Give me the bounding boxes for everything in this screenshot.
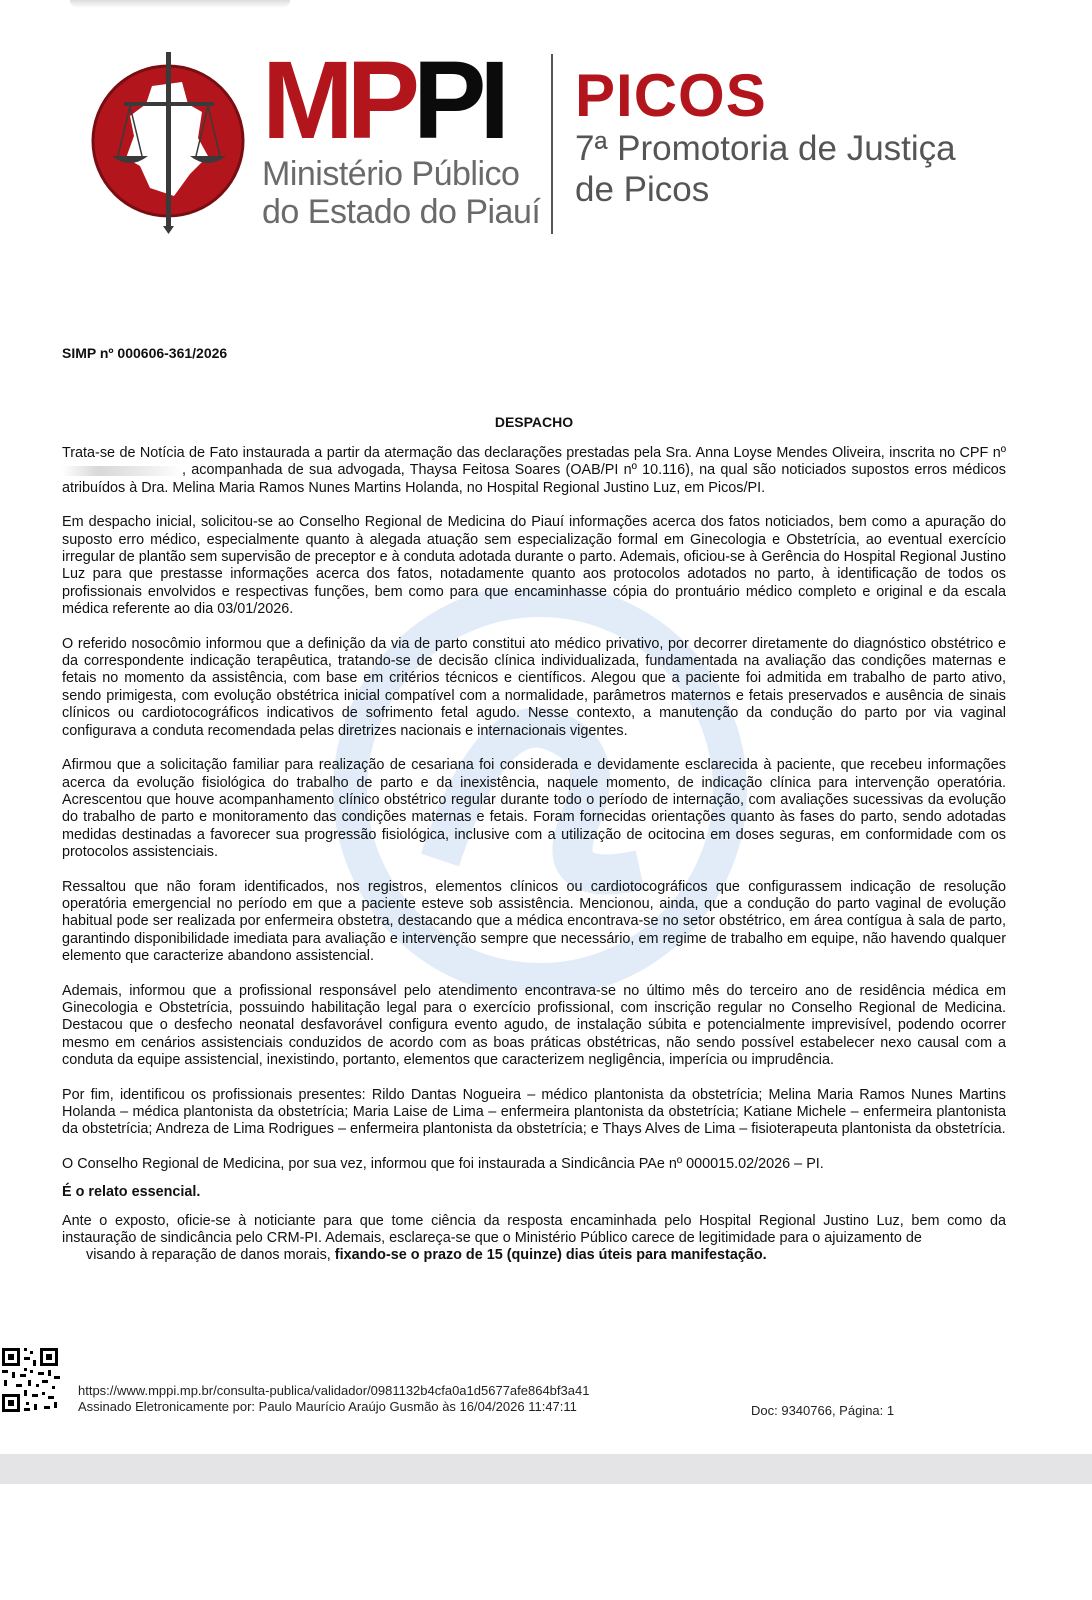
deadline-text: fixando-se o prazo de 15 (quinze) dias úteis para manifestação. [334, 1247, 767, 1264]
simp-number: SIMP nº 000606-361/2026 [62, 345, 228, 361]
essential-report: É o relato essencial. [62, 1184, 201, 1201]
org-name [262, 155, 540, 231]
paragraph-1 [62, 445, 1006, 497]
paragraph-10-line3-plain: visando à reparação de danos morais, [86, 1247, 335, 1264]
paragraph-5: Ressaltou que não foram identificados, nos registros, elementos clínicos ou cardiotocográficos que configurassem indicação de resolução operatória emergencial no período em que a paciente esteve sob assistência. Mencionou, ainda, que a condução do parto vaginal de evolução habitual pode ser realizada por enfermeira obstetra, destacando que a médica encontrava-se no setor obstétrico, em área contígua à sala de parto, garantindo disponibilidade imediata para avaliação e intervenção sempre que necessário, em regime de trabalho em equipe, não havendo qualquer elemento que caracterize abandono assistencial. [62, 878, 1006, 965]
electronic-signature: Assinado Eletronicamente por: Paulo Maurício Araújo Gusmão às 16/04/2026 11:47:11 [78, 1399, 577, 1414]
page-fold-shadow [70, 0, 290, 8]
org-name-line1: Ministério Público [262, 155, 520, 193]
paragraph-7: Por fim, identificou os profissionais presentes: Rildo Dantas Nogueira – médico plantonista da obstetrícia; Melina Maria Ramos Nunes Martins Holanda – médica plantonista da obstetrícia; Maria Laise de Lima – enfermeira plantonista da obstetrícia; Katiane Michele – enfermeira plantonista da obstetrícia; Andreza de Lima Rodrigues – enfermeira plantonista da obstetrícia; e Thays Alves de Lima – fisioterapeuta plantonista da obstetrícia. [62, 1086, 1006, 1138]
paragraph-8: O Conselho Regional de Medicina, por sua vez, informou que foi instaurada a Sindicância PAe nº 000015.02/2026 – PI. [62, 1155, 824, 1172]
qr-code-icon [0, 1344, 62, 1416]
paragraph-1-part2: , acompanhada de sua advogada, Thaysa Feitosa Soares (OAB/PI nº 10.116), na qual são noticiados supostos erros médicos atribuídos à Dra. Melina Maria Ramos Nunes Martins Holanda, no Hospital Regional Justino Luz, em Picos/PI. [62, 462, 1006, 496]
paragraph-9 [62, 1184, 1006, 1201]
paragraph-6: Ademais, informou que a profissional responsável pelo atendimento encontrava-se no último mês do terceiro ano de residência médica em Ginecologia e Obstetrícia, possuindo habilitação legal para o exercício profissional, com inscrição regular no Conselho Regional de Medicina. Destacou que o desfecho neonatal desfavorável configura evento agudo, de instalação súbita e potencialmente imprevisível, podendo ocorrer mesmo em cenários assistenciais conduzidos de acordo com as boas práticas obstétricas, não sendo possível estabelecer nexo causal com a conduta da equipe assistencial, inexistindo, portanto, elementos que caracterizem negligência, imperícia ou imprudência. [62, 982, 1006, 1069]
paragraph-3: O referido nosocômio informou que a definição da via de parto constitui ato médico privativo, por decorrer diretamente do diagnóstico obstétrico e da correspondente indicação terapêutica, tratando-se de decisão clínica individualizada, fundamentada na avaliação das condições maternas e fetais no momento da assistência, com base em critérios técnicos e científicos. Alegou que a paciente foi admitida em trabalho de parto ativo, sendo primigesta, com evolução obstétrica inicial compatível com a normalidade, parâmetros maternos e fetais preservados e ausência de sinais clínicos ou cardiotocográficos indicativos de sofrimento fetal agudo. Nesse contexto, a manutenção da condução do parto por via vaginal configurava a conduta recomendada pelas diretrizes nacionais e internacionais vigentes. [62, 635, 1006, 739]
paragraph-1-part1: Trata-se de Notícia de Fato instaurada a partir da atermação das declarações prestadas pela Sra. Anna Loyse Mendes Oliveira, inscrita no CPF nº [62, 445, 1006, 461]
city-name: PICOS [575, 62, 767, 129]
redacted-cpf [62, 466, 182, 476]
header-divider [551, 54, 553, 234]
document-title: DESPACHO [494, 414, 574, 430]
logo-pi: PI [413, 39, 503, 162]
promotoria-line2: de Picos [575, 170, 710, 209]
paragraph-10-line1: Ante o exposto, oficie-se à noticiante para que tome ciência da resposta encaminhada pelo Hospital Regional Justino Luz, bem como da [62, 1212, 1006, 1229]
promotoria-line1: 7ª Promotoria de Justiça [575, 129, 956, 168]
mppi-emblem-icon [90, 46, 246, 236]
validation-url[interactable]: https://www.mppi.mp.br/consulta-publica/validador/0981132b4cfa0a1d5677afe864bf3a41 [78, 1383, 590, 1398]
doc-page-number: Doc: 9340766, Página: 1 [751, 1403, 895, 1418]
logo-mp: MP [262, 39, 413, 162]
mppi-logo-wordmark [262, 39, 503, 162]
document-body [62, 445, 1006, 1265]
paragraph-4: Afirmou que a solicitação familiar para realização de cesariana foi considerada e devidamente esclarecida à paciente, que recebeu informações acerca da evolução fisiológica do trabalho de parto e da inexistência, naquele momento, de indicação clínica para intervenção operatória. Acrescentou que houve acompanhamento clínico obstétrico regular durante todo o período de internação, com avaliações sucessivas da evolução do trabalho de parto e monitoramento das condições maternas e fetais. Foram fornecidas orientações quanto às fases do parto, sendo adotadas medidas destinadas a favorecer sua progressão fisiológica, inclusive com a utilização de ocitocina em doses seguras, em conformidade com os protocolos assistenciais. [62, 757, 1006, 861]
promotoria-name [575, 128, 956, 210]
paragraph-2: Em despacho inicial, solicitou-se ao Conselho Regional de Medicina do Piauí informações acerca dos fatos noticiados, bem como a apuração do suposto erro médico, especialmente quanto à alegada atuação sem especialização formal em Ginecologia e Obstetrícia, ao eventual exercício irregular de plantão sem supervisão de preceptor e à conduta adotada durante o parto. Ademais, oficiou-se à Gerência do Hospital Regional Justino Luz para que prestasse informações acerca dos fatos, notadamente quanto aos protocolos adotados no parto, à identificação de todos os profissionais envolvidos e respectivas funções, bem como para que encaminhasse cópia do prontuário médico completo e original e da escala médica referente ao dia 03/01/2026. [62, 514, 1006, 618]
paragraph-10 [62, 1213, 1006, 1248]
org-name-line2: do Estado do Piauí [262, 193, 541, 231]
paragraph-10-line3 [62, 1247, 1006, 1264]
paragraph-10-line2: instauração de sindicância pelo CRM-PI. Ademais, esclareça-se que o Ministério Público carece de legitimidade para o ajuizamento de [62, 1230, 922, 1247]
screen-bottom-band [0, 1454, 1092, 1484]
